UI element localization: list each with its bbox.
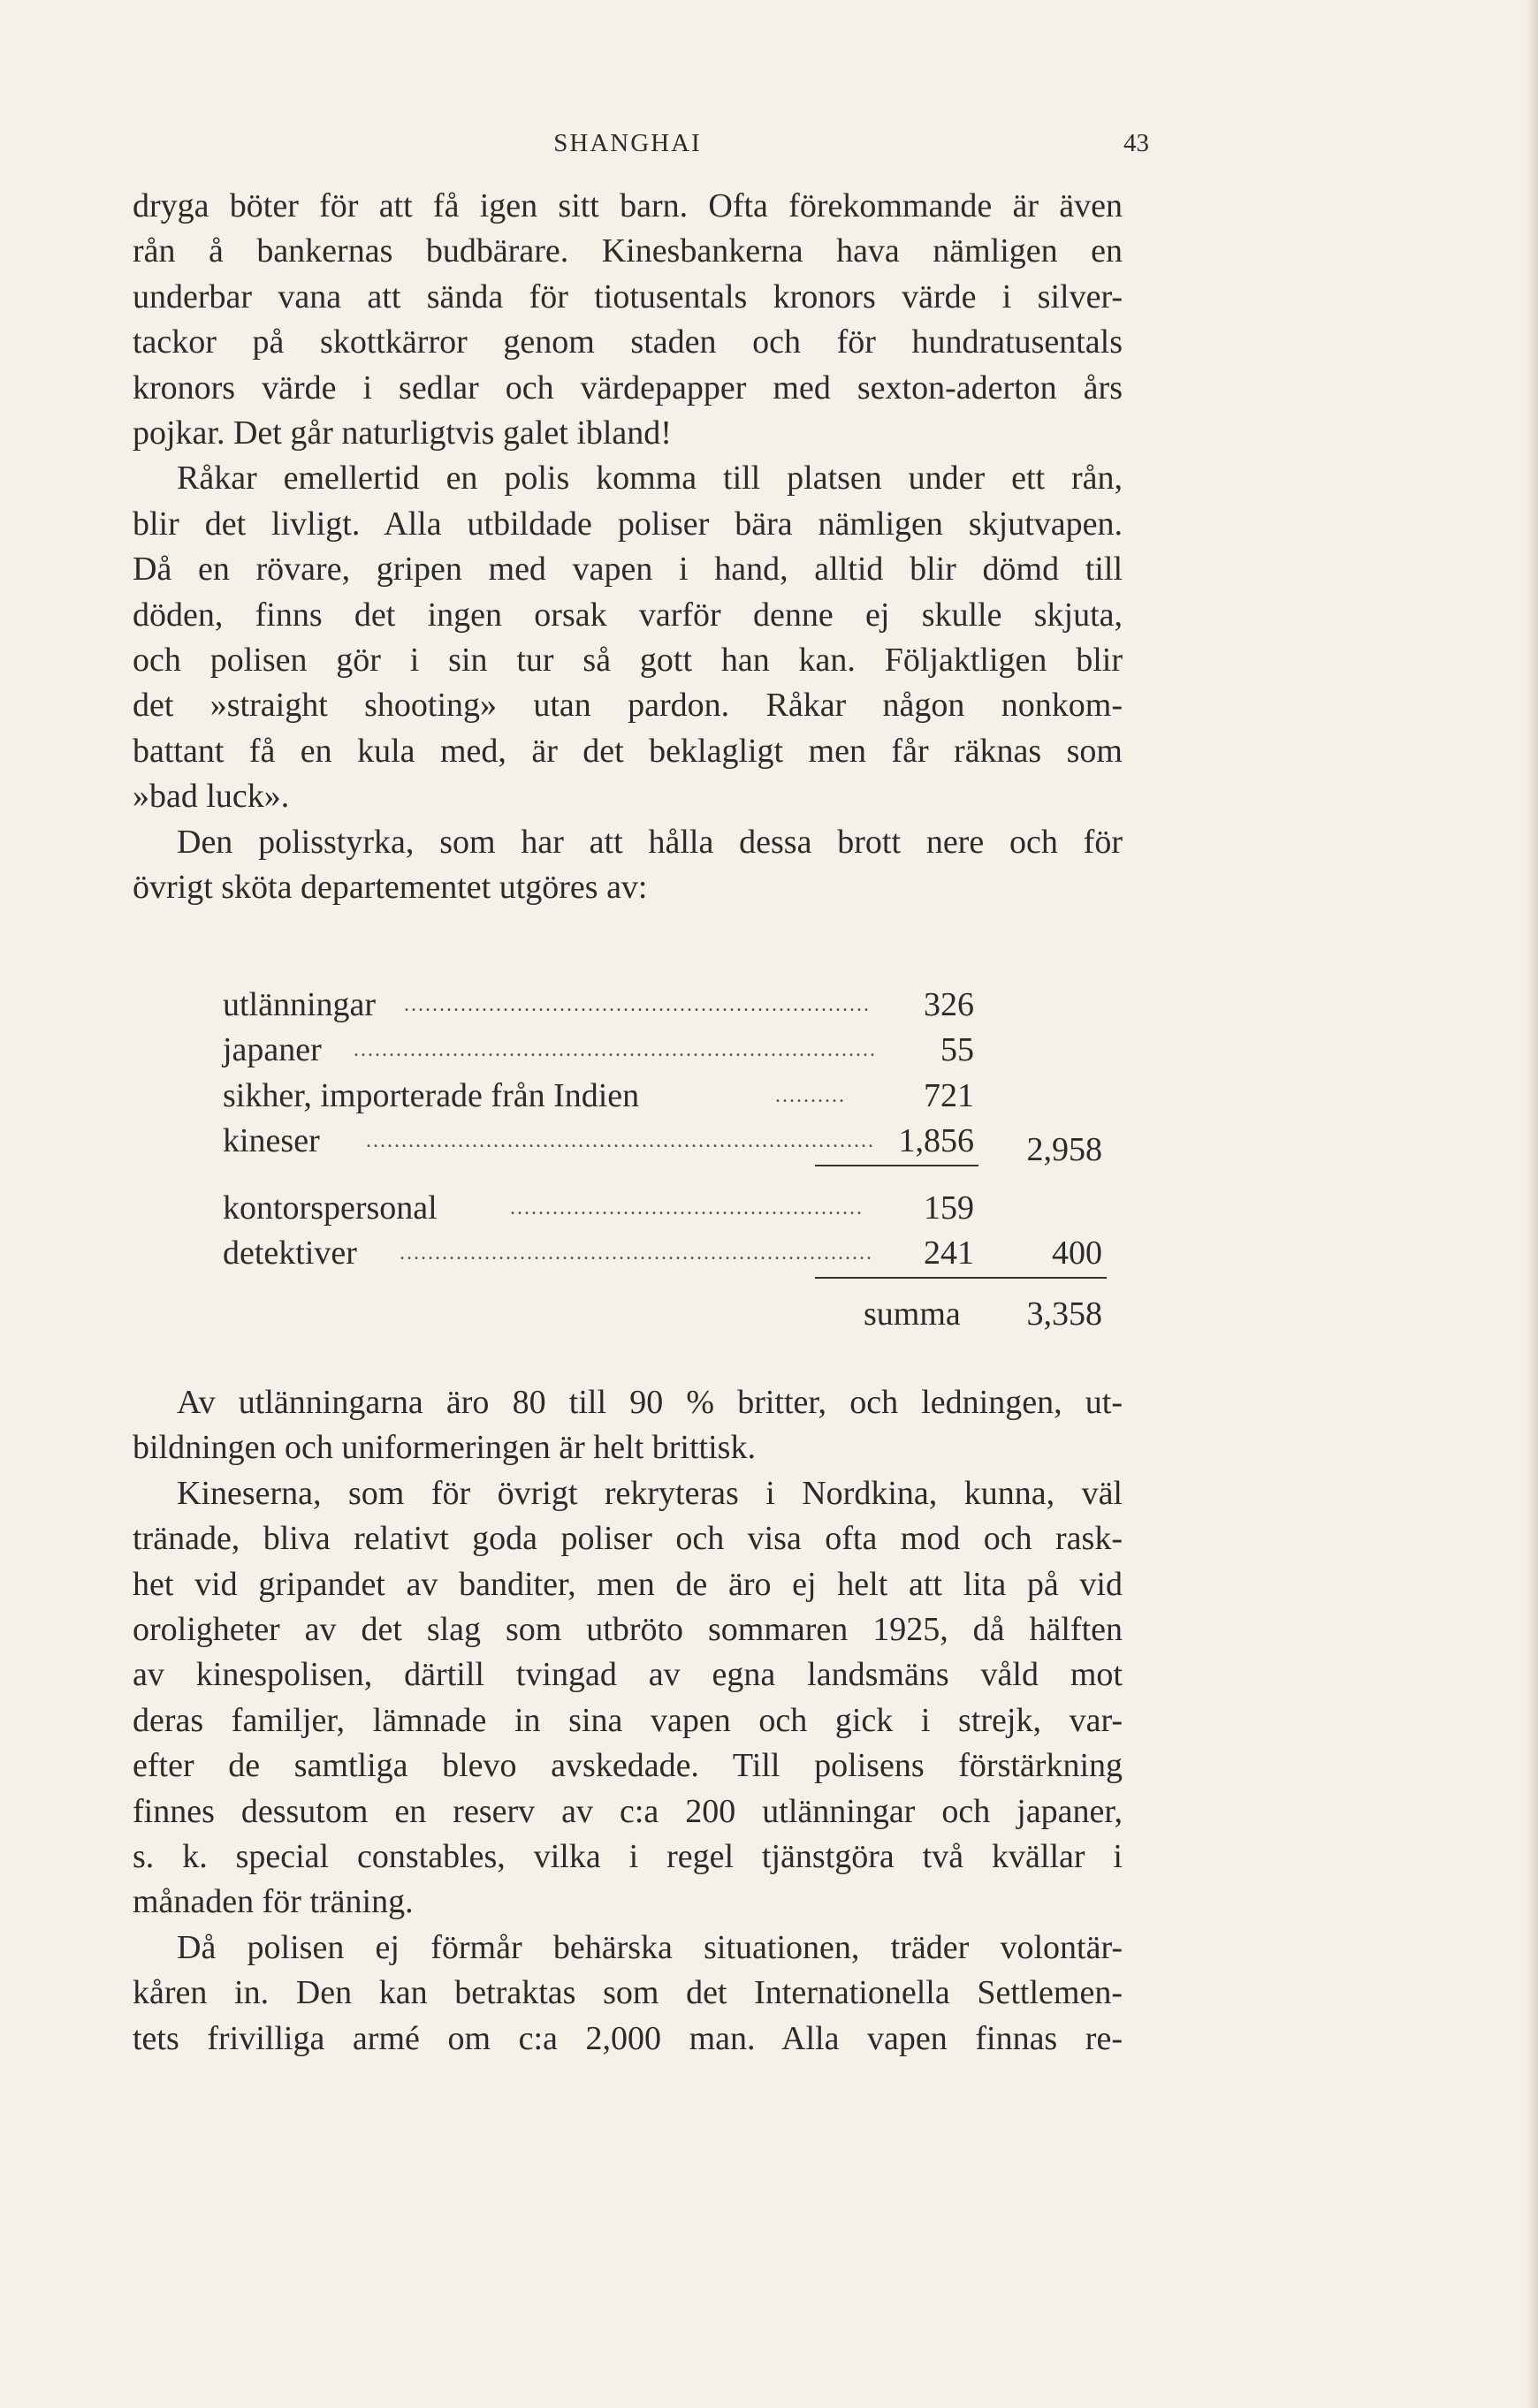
text-line: blir det livligt. Alla utbildade poliser bära nämligen skjutvapen. — [133, 505, 1123, 543]
row-value: 241 — [924, 1234, 974, 1272]
running-head: SHANGHAI — [553, 129, 702, 157]
table-row — [223, 1074, 1124, 1119]
row-value: 159 — [924, 1189, 974, 1227]
leader-dots: .......... — [775, 1083, 846, 1107]
sum-rule — [815, 1277, 1107, 1279]
row-label: utlänningar — [223, 986, 377, 1023]
text-line: Den polisstyrka, som har att hålla dessa brott nere och för — [177, 823, 1123, 861]
text-line: tackor på skottkärror genom staden och för hundratusentals — [133, 323, 1123, 361]
paragraph-4 — [133, 1380, 1123, 1471]
text-line: het vid gripandet av banditer, men de äro ej helt att lita på vid — [133, 1565, 1123, 1603]
text-line: bildningen och uniformeringen är helt brittisk. — [133, 1429, 756, 1467]
paragraph-1 — [133, 184, 1123, 456]
text-line: finnes dessutom en reserv av c:a 200 utlänningar och japaner, — [133, 1792, 1123, 1830]
row-value: 721 — [924, 1076, 974, 1114]
text-line: efter de samtliga blevo avskedade. Till polisens förstärkning — [133, 1747, 1123, 1785]
row-subtotal: 400 — [1052, 1234, 1102, 1272]
text-line: dryga böter för att få igen sitt barn. Ofta förekommande är även — [133, 187, 1123, 224]
leader-dots: .................................................. — [510, 1196, 864, 1219]
leader-dots: ........................................................................ — [366, 1129, 875, 1153]
table-row-summa — [223, 1292, 1124, 1337]
body-text-lower — [133, 1380, 1123, 2062]
text-line: Av utlänningarna äro 80 till 90 % britter, och ledningen, ut- — [177, 1384, 1123, 1421]
row-label: kontorspersonal — [223, 1189, 438, 1227]
paragraph-2 — [133, 456, 1123, 819]
row-label: sikher, importerade från Indien — [223, 1076, 640, 1114]
text-line: Kineserna, som för övrigt rekryteras i Nordkina, kunna, väl — [177, 1474, 1123, 1512]
table-row — [223, 1186, 1124, 1231]
table-row — [223, 1028, 1124, 1073]
paragraph-5 — [133, 1471, 1123, 1926]
text-line: deras familjer, lämnade in sina vapen och gick i strejk, var- — [133, 1701, 1123, 1739]
text-line: battant få en kula med, är det beklagligt men får räknas som — [133, 732, 1123, 770]
text-line: det »straight shooting» utan pardon. Råkar någon nonkom- — [133, 687, 1123, 725]
page-number: 43 — [1123, 129, 1149, 157]
page-edge-shadow — [1526, 0, 1538, 2408]
text-line: Råkar emellertid en polis komma till platsen under ett rån, — [177, 460, 1123, 498]
police-force-table — [223, 983, 1124, 1338]
row-value: 55 — [940, 1031, 974, 1069]
leader-dots: .................................................................. — [404, 993, 871, 1016]
text-line: månaden för träning. — [133, 1883, 414, 1921]
text-line: tränade, bliva relativt goda poliser och visa ofta mod och rask- — [133, 1520, 1123, 1558]
text-line: oroligheter av det slag som utbröto sommaren 1925, då hälften — [133, 1611, 1123, 1649]
text-line: s. k. special constables, vilka i regel tjänstgöra två kvällar i — [133, 1838, 1123, 1876]
row-value: 1,856 — [898, 1122, 974, 1160]
row-subtotal: 2,958 — [1026, 1131, 1102, 1169]
text-line: »bad luck». — [133, 778, 290, 816]
page-header — [133, 129, 1149, 164]
text-line: kronors värde i sedlar och värdepapper med sexton-aderton års — [133, 368, 1123, 406]
sum-rule — [815, 1165, 978, 1166]
text-line: av kinespolisen, därtill tvingad av egna landsmäns våld mot — [133, 1656, 1123, 1694]
row-value: 326 — [924, 986, 974, 1023]
text-line: och polisen gör i sin tur så gott han kan. Följaktligen blir — [133, 642, 1123, 680]
text-line: övrigt sköta departementet utgöres av: — [133, 869, 648, 907]
text-line: Då en rövare, gripen med vapen i hand, alltid blir dömd till — [133, 551, 1123, 589]
leader-dots: ................................................................... — [400, 1241, 873, 1265]
body-text-upper — [133, 184, 1123, 911]
row-label: kineser — [223, 1122, 320, 1160]
paragraph-3 — [133, 820, 1123, 911]
text-line: tets frivilliga armé om c:a 2,000 man. Alla vapen finnas re- — [133, 2019, 1123, 2057]
summa-value: 3,358 — [1026, 1295, 1102, 1333]
text-line: pojkar. Det går naturligtvis galet ibland! — [133, 414, 672, 452]
summa-label: summa — [864, 1295, 961, 1333]
text-line: Då polisen ej förmår behärska situationen, träder volontär- — [177, 1928, 1123, 1966]
table-row — [223, 1231, 1124, 1276]
row-label: japaner — [223, 1031, 322, 1069]
text-line: underbar vana att sända för tiotusentals kronors värde i silver- — [133, 277, 1123, 315]
text-line: kåren in. Den kan betraktas som det Internationella Settlemen- — [133, 1974, 1123, 2012]
table-row — [223, 1119, 1124, 1169]
leader-dots: .......................................................................... — [354, 1038, 877, 1062]
text-line: döden, finns det ingen orsak varför denne ej skulle skjuta, — [133, 596, 1123, 634]
paragraph-6 — [133, 1926, 1123, 2062]
table-row — [223, 983, 1124, 1028]
row-label: detektiver — [223, 1234, 357, 1272]
text-line: rån å bankernas budbärare. Kinesbankerna hava nämligen en — [133, 232, 1123, 270]
